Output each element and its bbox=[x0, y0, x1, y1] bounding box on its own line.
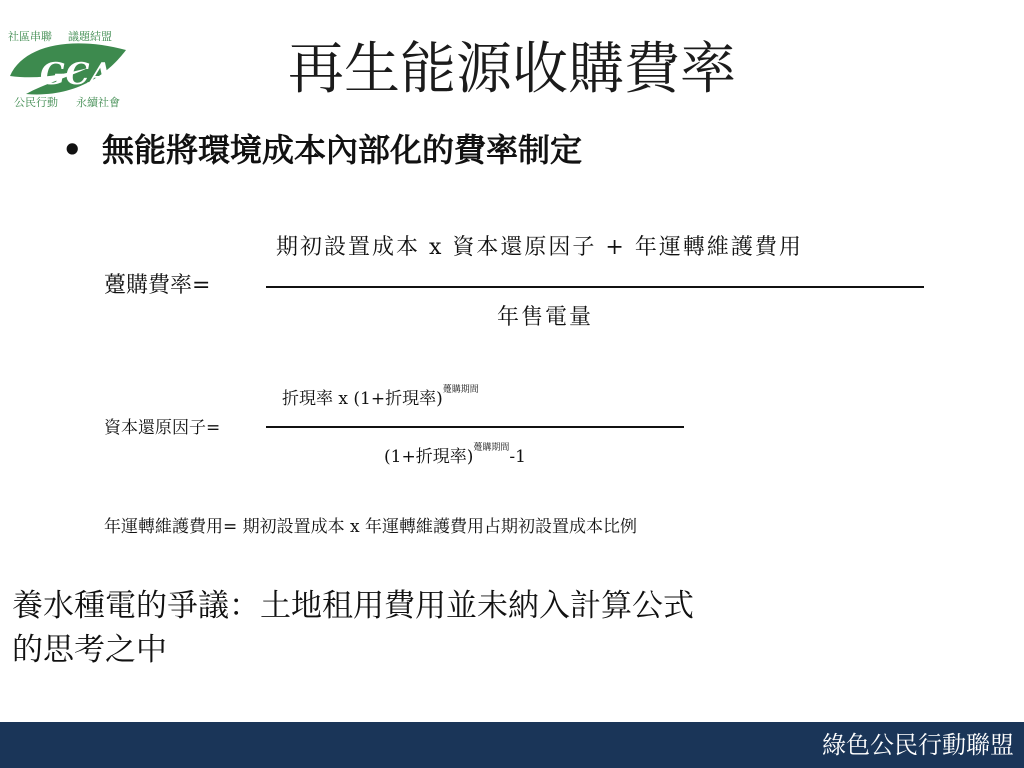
bullet-icon: • bbox=[62, 131, 83, 169]
formula2-numerator-exponent: 躉購期間 bbox=[442, 385, 479, 395]
logo-brand-letters: GCAA bbox=[40, 57, 137, 92]
formula3: 年運轉維護費用= 期初設置成本 x 年運轉維護費用占期初設置成本比例 bbox=[104, 517, 638, 537]
formula2-numerator-main: 折現率 x (1+折現率) bbox=[282, 389, 443, 409]
logo-text-bottom-left: 公民行動 bbox=[14, 96, 58, 109]
logo-text-top-left: 社區串聯 bbox=[8, 30, 52, 43]
note-line-2: 的思考之中 bbox=[12, 632, 167, 668]
formula2-denominator-exponent: 躉購期間 bbox=[473, 443, 510, 453]
logo-text-top-right: 議題結盟 bbox=[68, 30, 112, 43]
note-text bbox=[12, 584, 912, 672]
formula2-denominator-main: (1+折現率) bbox=[384, 447, 474, 467]
note-line-1: 養水種電的爭議：土地租用費用並未納入計算公式 bbox=[12, 588, 694, 624]
formula2-denominator-tail: -1 bbox=[509, 447, 526, 467]
formula1-numerator: 期初設置成本 x 資本還原因子 + 年運轉維護費用 bbox=[276, 235, 803, 260]
footer-bar bbox=[0, 722, 1024, 768]
formula1-label: 躉購費率= bbox=[104, 273, 211, 298]
formula2-fraction-bar bbox=[266, 426, 684, 428]
formula1-fraction-bar bbox=[266, 286, 924, 288]
bullet-text: 無能將環境成本內部化的費率制定 bbox=[102, 131, 583, 169]
formula2-label: 資本還原因子= bbox=[104, 418, 221, 438]
formula2-numerator bbox=[282, 384, 479, 409]
formula2-denominator bbox=[384, 442, 526, 467]
slide-title: 再生能源收購費率 bbox=[288, 37, 736, 102]
formula1-denominator: 年售電量 bbox=[497, 305, 594, 330]
logo-text-bottom-right: 永續社會 bbox=[76, 96, 120, 109]
footer-organization-name: 綠色公民行動聯盟 bbox=[822, 731, 1014, 759]
